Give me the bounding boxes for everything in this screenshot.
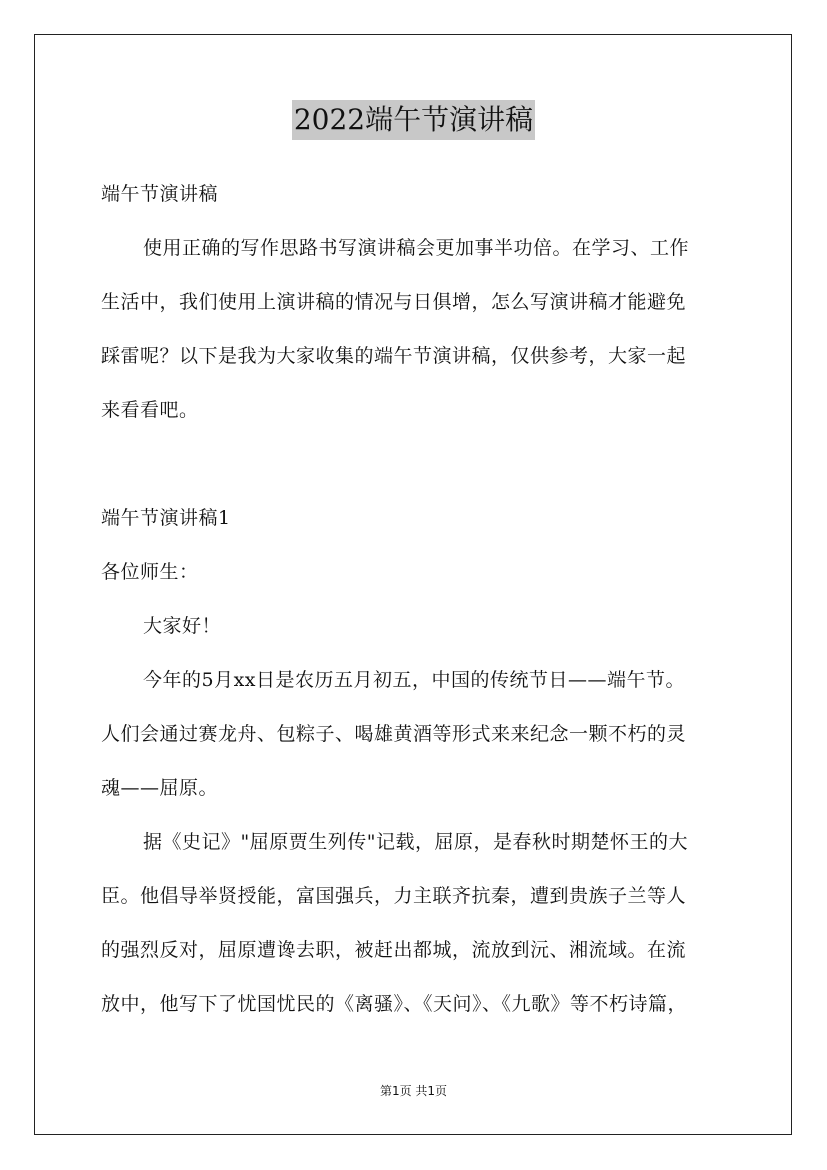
paragraph-line: 踩雷呢？以下是我为大家收集的端午节演讲稿，仅供参考，大家一起 bbox=[101, 345, 687, 367]
paragraph-line: 的强烈反对，屈原遭谗去职，被赶出都城，流放到沅、湘流域。在流 bbox=[101, 939, 687, 961]
salutation: 各位师生： bbox=[101, 561, 199, 583]
paragraph-line: 据《史记》"屈原贾生列传"记载，屈原，是春秋时期楚怀王的大 bbox=[143, 831, 688, 853]
speech-heading: 端午节演讲稿1 bbox=[101, 507, 231, 529]
paragraph-line: 生活中，我们使用上演讲稿的情况与日俱增，怎么写演讲稿才能避免 bbox=[101, 291, 687, 313]
title-container bbox=[0, 100, 827, 140]
paragraph-line: 放中，他写下了忧国忧民的《离骚》、《天问》、《九歌》等不朽诗篇， bbox=[101, 993, 688, 1015]
section-heading: 端午节演讲稿 bbox=[101, 183, 219, 205]
document-title: 2022端午节演讲稿 bbox=[292, 100, 535, 140]
paragraph-line: 魂——屈原。 bbox=[101, 777, 219, 799]
paragraph-line: 来看看吧。 bbox=[101, 399, 199, 421]
paragraph-line: 臣。他倡导举贤授能，富国强兵，力主联齐抗秦，遭到贵族子兰等人 bbox=[101, 885, 687, 907]
paragraph-line: 今年的5月xx日是农历五月初五，中国的传统节日——端午节。 bbox=[143, 669, 686, 691]
page-footer: 第1页 共1页 bbox=[379, 1084, 448, 1098]
paragraph-line: 使用正确的写作思路书写演讲稿会更加事半功倍。在学习、工作 bbox=[143, 237, 690, 259]
paragraph-line: 人们会通过赛龙舟、包粽子、喝雄黄酒等形式来来纪念一颗不朽的灵 bbox=[101, 723, 687, 745]
greeting: 大家好！ bbox=[143, 615, 222, 637]
